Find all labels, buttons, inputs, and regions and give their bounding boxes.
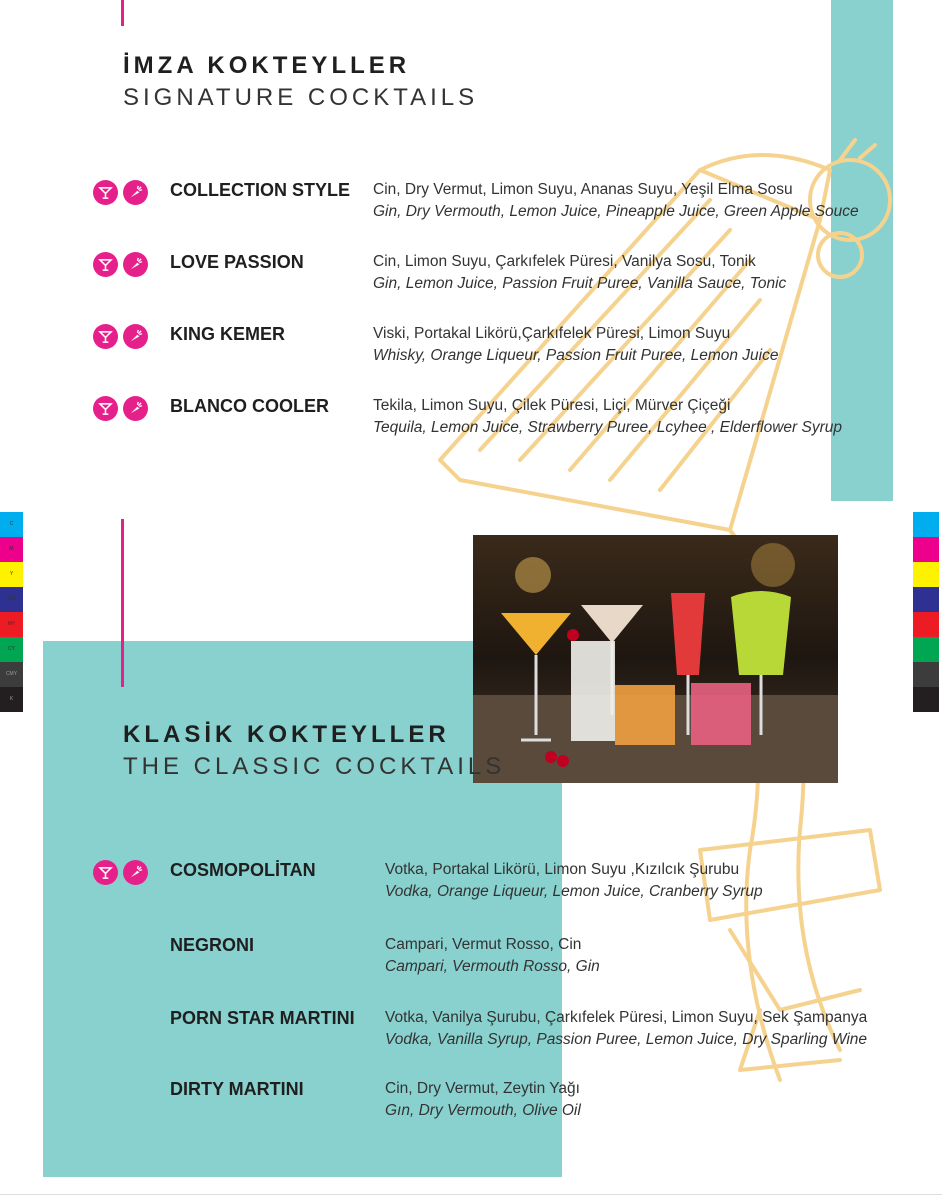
cocktail-icon [93, 252, 118, 277]
signature-item [0, 180, 942, 230]
print-swatch: C [0, 512, 23, 537]
print-swatch [913, 537, 939, 562]
ingredients-tr: Votka, Portakal Likörü, Limon Suyu ,Kızılcık Şurubu [385, 861, 740, 878]
classic-item [0, 1008, 942, 1058]
ingredients-tr: Cin, Dry Vermut, Limon Suyu, Ananas Suyu, Yeşil Elma Sosu [373, 181, 793, 198]
signature-title-tr: İMZA KOKTEYLLER [123, 52, 411, 79]
item-icons [93, 396, 151, 422]
print-swatch: CM [0, 587, 23, 612]
top-pink-accent-bar [121, 0, 124, 26]
print-swatch: M [0, 537, 23, 562]
item-icons [93, 252, 151, 278]
cocktail-name: PORN STAR MARTINI [170, 1008, 355, 1028]
ingredients-en: Gin, Lemon Juice, Passion Fruit Puree, Vanilla Sauce, Tonic [373, 275, 787, 292]
cocktail-icon [93, 860, 118, 885]
cocktail-icon [93, 324, 118, 349]
signature-item [0, 396, 942, 446]
ingredients-tr: Campari, Vermut Rosso, Cin [385, 936, 582, 953]
classic-item [0, 935, 942, 985]
cocktails-photo [473, 535, 838, 783]
carrot-icon [123, 396, 148, 421]
ingredients-en: Vodka, Orange Liqueur, Lemon Juice, Cranberry Syrup [385, 883, 763, 900]
print-color-bar-right [913, 512, 939, 712]
ingredients-en: Vodka, Vanilla Syrup, Passion Puree, Lemon Juice, Dry Sparling Wine [385, 1031, 868, 1048]
print-swatch [913, 637, 939, 662]
print-swatch [913, 612, 939, 637]
classic-item [0, 1079, 942, 1129]
cocktail-icon [93, 396, 118, 421]
ingredients-en: Whisky, Orange Liqueur, Passion Fruit Puree, Lemon Juice [373, 347, 779, 364]
cocktail-icon [93, 180, 118, 205]
print-swatch [913, 562, 939, 587]
ingredients-en: Gin, Dry Vermouth, Lemon Juice, Pineapple Juice, Green Apple Souce [373, 203, 859, 220]
print-swatch: CMY [0, 662, 23, 687]
ingredients-en: Gın, Dry Vermouth, Olive Oil [385, 1102, 581, 1119]
ingredients-en: Tequila, Lemon Juice, Strawberry Puree, Lcyhee , Elderflower Syrup [373, 419, 842, 436]
cocktail-name: NEGRONI [170, 935, 255, 955]
print-swatch: Y [0, 562, 23, 587]
classic-title-en: THE CLASSIC COCKTAILS [123, 753, 506, 780]
ingredients-tr: Cin, Dry Vermut, Zeytin Yağı [385, 1080, 580, 1097]
classic-title-tr: KLASİK KOKTEYLLER [123, 721, 450, 748]
print-swatch: MY [0, 612, 23, 637]
print-swatch [913, 512, 939, 537]
signature-item [0, 324, 942, 374]
carrot-icon [123, 180, 148, 205]
cocktail-name: LOVE PASSION [170, 252, 304, 272]
signature-title-en: SIGNATURE COCKTAILS [123, 84, 479, 111]
item-icons [93, 324, 151, 350]
signature-item [0, 252, 942, 302]
print-swatch [913, 662, 939, 687]
middle-pink-accent-bar [121, 519, 124, 687]
ingredients-en: Campari, Vermouth Rosso, Gin [385, 958, 600, 975]
ingredients-tr: Cin, Limon Suyu, Çarkıfelek Püresi, Vanilya Sosu, Tonik [373, 253, 756, 270]
classic-item [0, 860, 942, 910]
carrot-icon [123, 324, 148, 349]
cocktail-name: COLLECTION STYLE [170, 180, 350, 200]
item-icons [93, 860, 151, 886]
cocktail-name: COSMOPOLİTAN [170, 860, 316, 880]
print-swatch [913, 587, 939, 612]
print-color-bar-left [0, 512, 23, 712]
print-swatch [913, 687, 939, 712]
page-bottom-line [0, 1194, 942, 1195]
cocktail-name: BLANCO COOLER [170, 396, 329, 416]
cocktail-name: KING KEMER [170, 324, 286, 344]
ingredients-tr: Viski, Portakal Likörü,Çarkıfelek Püresi, Limon Suyu [373, 325, 731, 342]
cocktail-name: DIRTY MARTINI [170, 1079, 304, 1099]
print-swatch: K [0, 687, 23, 712]
item-icons [93, 180, 151, 206]
print-swatch: CY [0, 637, 23, 662]
carrot-icon [123, 252, 148, 277]
carrot-icon [123, 860, 148, 885]
ingredients-tr: Tekila, Limon Suyu, Çilek Püresi, Liçi, Mürver Çiçeği [373, 397, 731, 414]
ingredients-tr: Votka, Vanilya Şurubu, Çarkıfelek Püresi, Limon Suyu, Sek Şampanya [385, 1009, 868, 1026]
